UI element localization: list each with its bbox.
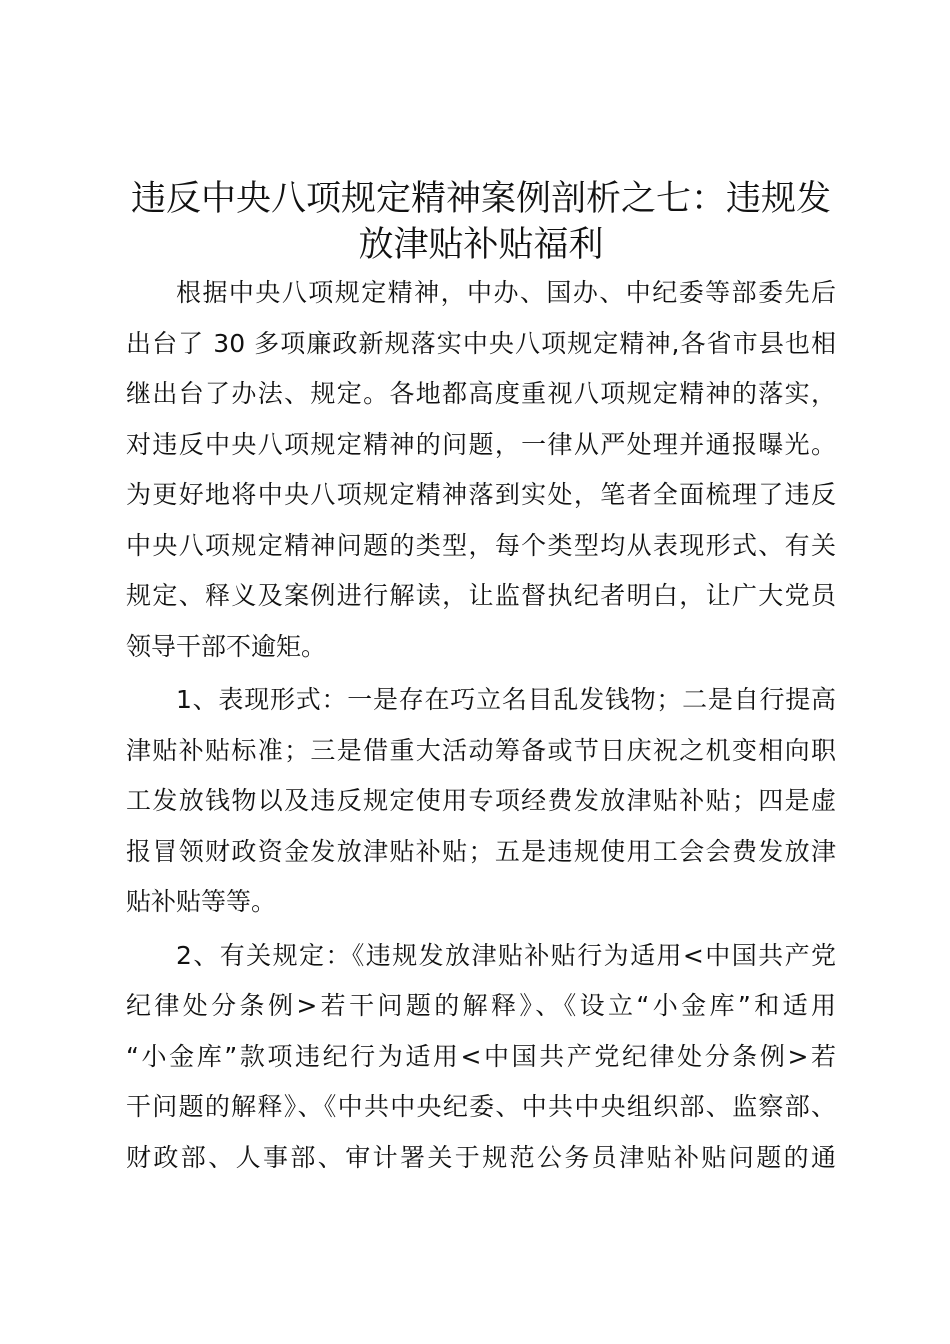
intro-paragraph bbox=[126, 268, 836, 672]
document-content bbox=[126, 176, 836, 1183]
paragraph-line: 对违反中央八项规定精神的问题，一律从严处理并通报曝光。 bbox=[126, 429, 836, 459]
title-line: 放津贴补贴福利 bbox=[358, 225, 604, 265]
paragraph-line: 纪律处分条例>若干问题的解释》、《设立“小金库”和适用 bbox=[126, 991, 836, 1020]
paragraph-line: 工发放钱物以及违反规定使用专项经费发放津贴补贴；四是虚 bbox=[126, 786, 836, 815]
paragraph-line: 干问题的解释》、《中共中央纪委、中共中央组织部、监察部、 bbox=[126, 1092, 836, 1121]
regulations-paragraph bbox=[126, 931, 836, 1184]
paragraph-line: 根据中央八项规定精神，中办、国办、中纪委等部委先后 bbox=[176, 278, 836, 307]
paragraph-line: 贴补贴等等。 bbox=[126, 887, 277, 916]
paragraph-line: 财政部、人事部、审计署关于规范公务员津贴补贴问题的通 bbox=[126, 1142, 836, 1172]
paragraph-line: 1、表现形式：一是存在巧立名目乱发钱物；二是自行提高 bbox=[176, 685, 836, 714]
title-line: 违反中央八项规定精神案例剖析之七：违规发 bbox=[130, 179, 831, 219]
document-title bbox=[126, 176, 836, 268]
forms-paragraph bbox=[126, 675, 836, 928]
paragraph-line: “小金库”款项违纪行为适用<中国共产党纪律处分条例>若 bbox=[126, 1041, 836, 1071]
paragraph-line: 规定、释义及案例进行解读，让监督执纪者明白，让广大党员 bbox=[126, 581, 836, 610]
paragraph-line: 为更好地将中央八项规定精神落到实处，笔者全面梳理了违反 bbox=[126, 480, 836, 509]
paragraph-line: 领导干部不逾矩。 bbox=[126, 631, 327, 661]
paragraph-line: 津贴补贴标准；三是借重大活动筹备或节日庆祝之机变相向职 bbox=[126, 735, 836, 765]
paragraph-line: 继出台了办法、规定。各地都高度重视八项规定精神的落实， bbox=[126, 379, 836, 408]
paragraph-line: 报冒领财政资金发放津贴补贴；五是违规使用工会会费发放津 bbox=[126, 836, 836, 866]
paragraph-line: 出台了 30 多项廉政新规落实中央八项规定精神,各省市县也相 bbox=[126, 328, 836, 358]
paragraph-line: 中央八项规定精神问题的类型，每个类型均从表现形式、有关 bbox=[126, 530, 836, 560]
paragraph-line: 2、有关规定：《违规发放津贴补贴行为适用<中国共产党 bbox=[176, 940, 836, 970]
